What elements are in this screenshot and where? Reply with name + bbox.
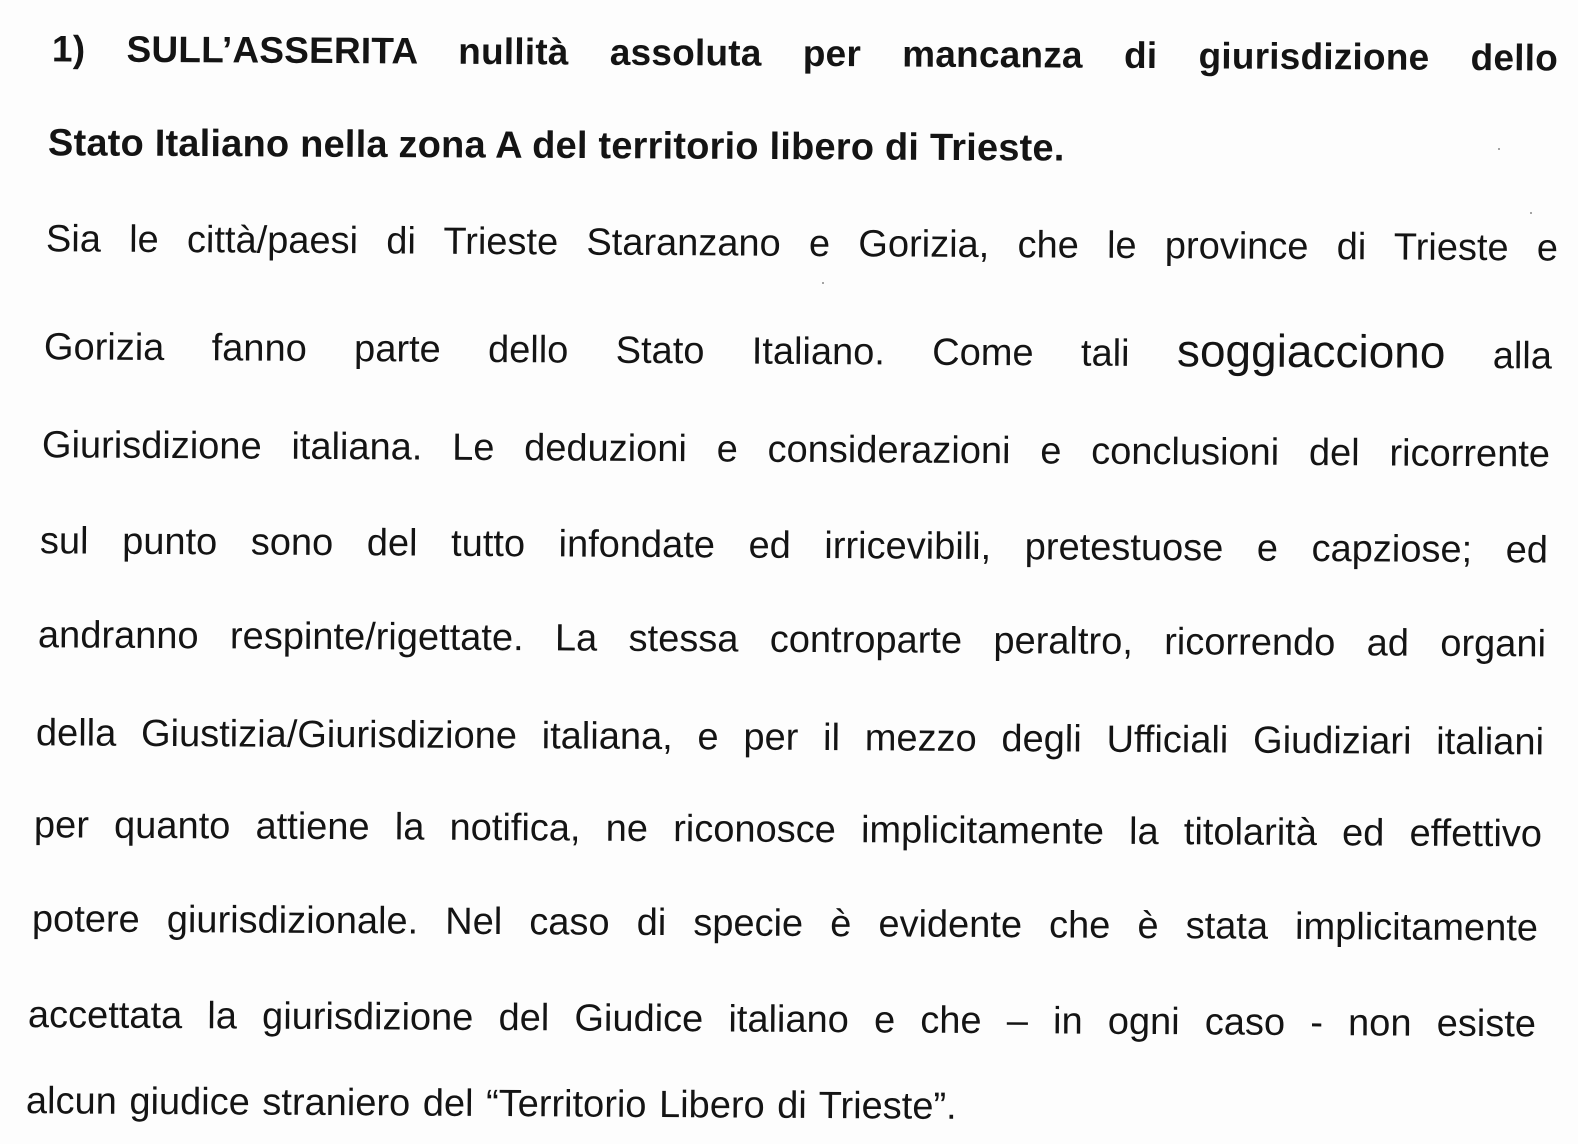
paragraph-line-7: per quanto attiene la notifica, ne riconosce implicitamente la titolarità ed effettivo <box>33 804 1543 856</box>
scan-speck <box>822 282 824 284</box>
paragraph-line-4: sul punto sono del tutto infondate ed irricevibili, pretestuose e capziose; ed <box>39 520 1549 572</box>
scan-speck <box>1530 212 1532 214</box>
emphasized-word: soggiacciono <box>1176 324 1446 378</box>
paragraph-line-8: potere giurisdizionale. Nel caso di specie è evidente che è stata implicitamente <box>31 898 1539 950</box>
paragraph-line-3: Giurisdizione italiana. Le deduzioni e considerazioni e conclusioni del ricorrente <box>41 424 1551 476</box>
paragraph-line-2-end: alla <box>1445 334 1553 378</box>
scan-speck <box>1498 148 1500 150</box>
paragraph-line-1: Sia le città/paesi di Trieste Staranzano e Gorizia, che le province di Trieste e <box>45 218 1559 270</box>
heading-line-2: Stato Italiano nella zona A del territorio libero di Trieste. <box>47 122 1065 170</box>
paragraph-line-5: andranno respinte/rigettate. La stessa controparte peraltro, ricorrendo ad organi <box>37 614 1547 666</box>
heading-line-1: 1) SULL’ASSERITA nullità assoluta per mancanza di giurisdizione dello <box>51 28 1559 79</box>
paragraph-line-9: accettata la giurisdizione del Giudice italiano e che – in ogni caso - non esiste <box>27 994 1537 1046</box>
paragraph-line-2 <box>0 320 1578 376</box>
paragraph-line-6: della Giustizia/Giurisdizione italiana, e per il mezzo degli Ufficiali Giudiziari italiani <box>35 712 1545 764</box>
paragraph-line-2-start: Gorizia fanno parte dello Stato Italiano. Come tali <box>43 326 1178 376</box>
paragraph-line-10: alcun giudice straniero del “Territorio Libero di Trieste”. <box>25 1080 957 1128</box>
